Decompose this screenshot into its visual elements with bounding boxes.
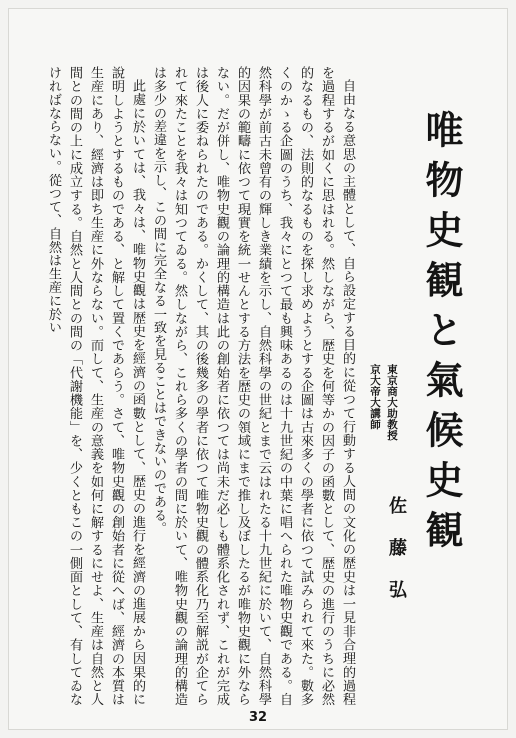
body-paragraph-2: 此處に於いては、我々は、唯物史觀は歴史を經濟の函數として、歴史の進行を經濟の進展から因果的に說明しようとするものである、と解して置くであらう。さて、唯物史觀の創始者に從へば、經濟の本質は生産にあり、經濟は即ち生産に外ならない。而して、生産の意義を如何に解するにせよ、生産は自然と人間との間の上に成立する。自然と人間との間の「代謝機能」を、少くともこの一側面として、有してゐなければならない。從つて、自然は生産に於い: [46, 66, 145, 706]
body-paragraph-1: 自由なる意思の主體として、自ら設定する目的に從つて行動する人間の文化の歴史は一見非合理的過程を過程するが如くに思はれる。然しながら、歴史を何等かの因子の函數として、歴史の進行のうちに必然的なるもの、法則的なるものを探し求めようとする企圖は古來多くの學者に依つて試みられて來た。數多くのかゝる企圖のうち、我々にとつて最も興味あるのは十九世紀の中葉に唱へられた唯物史觀である。自然科學が前古未曾有の輝しき業績を示し、自然科學の世紀とまで云はれたる十九世紀に於いて、自然科學的因果の範疇に依つて現實を統一せんとする方法を歴史の領域にまで推し及ぼしたるが唯物史觀に外ならない。だが併し、唯物史觀の論理的構造は此の創始者に依つては尚未だ必しも體系化されず、これが完成は後人に委ねられたのである。かくして、其の後幾多の學者に依つて唯物史觀の體系化乃至解説が企てられて來たことを我々は知つてゐる。然しながら、これら多くの學者の間に於いて、唯物史觀の論理的構造は多少の差違を示し、この間に完全なる一致を見ることはできないのである。: [151, 66, 355, 706]
author-affiliation-block: [368, 364, 398, 441]
article-title: 唯物史観と氣候史観: [419, 110, 464, 560]
author-affiliation-2: 京大帝大講師: [369, 364, 381, 430]
author-name: 佐藤弘: [386, 496, 407, 622]
journal-page: [8, 8, 508, 730]
author-affiliation-1: 東京商大助教授: [386, 364, 398, 441]
article-body: [20, 66, 358, 706]
page-number: 32: [248, 710, 268, 725]
